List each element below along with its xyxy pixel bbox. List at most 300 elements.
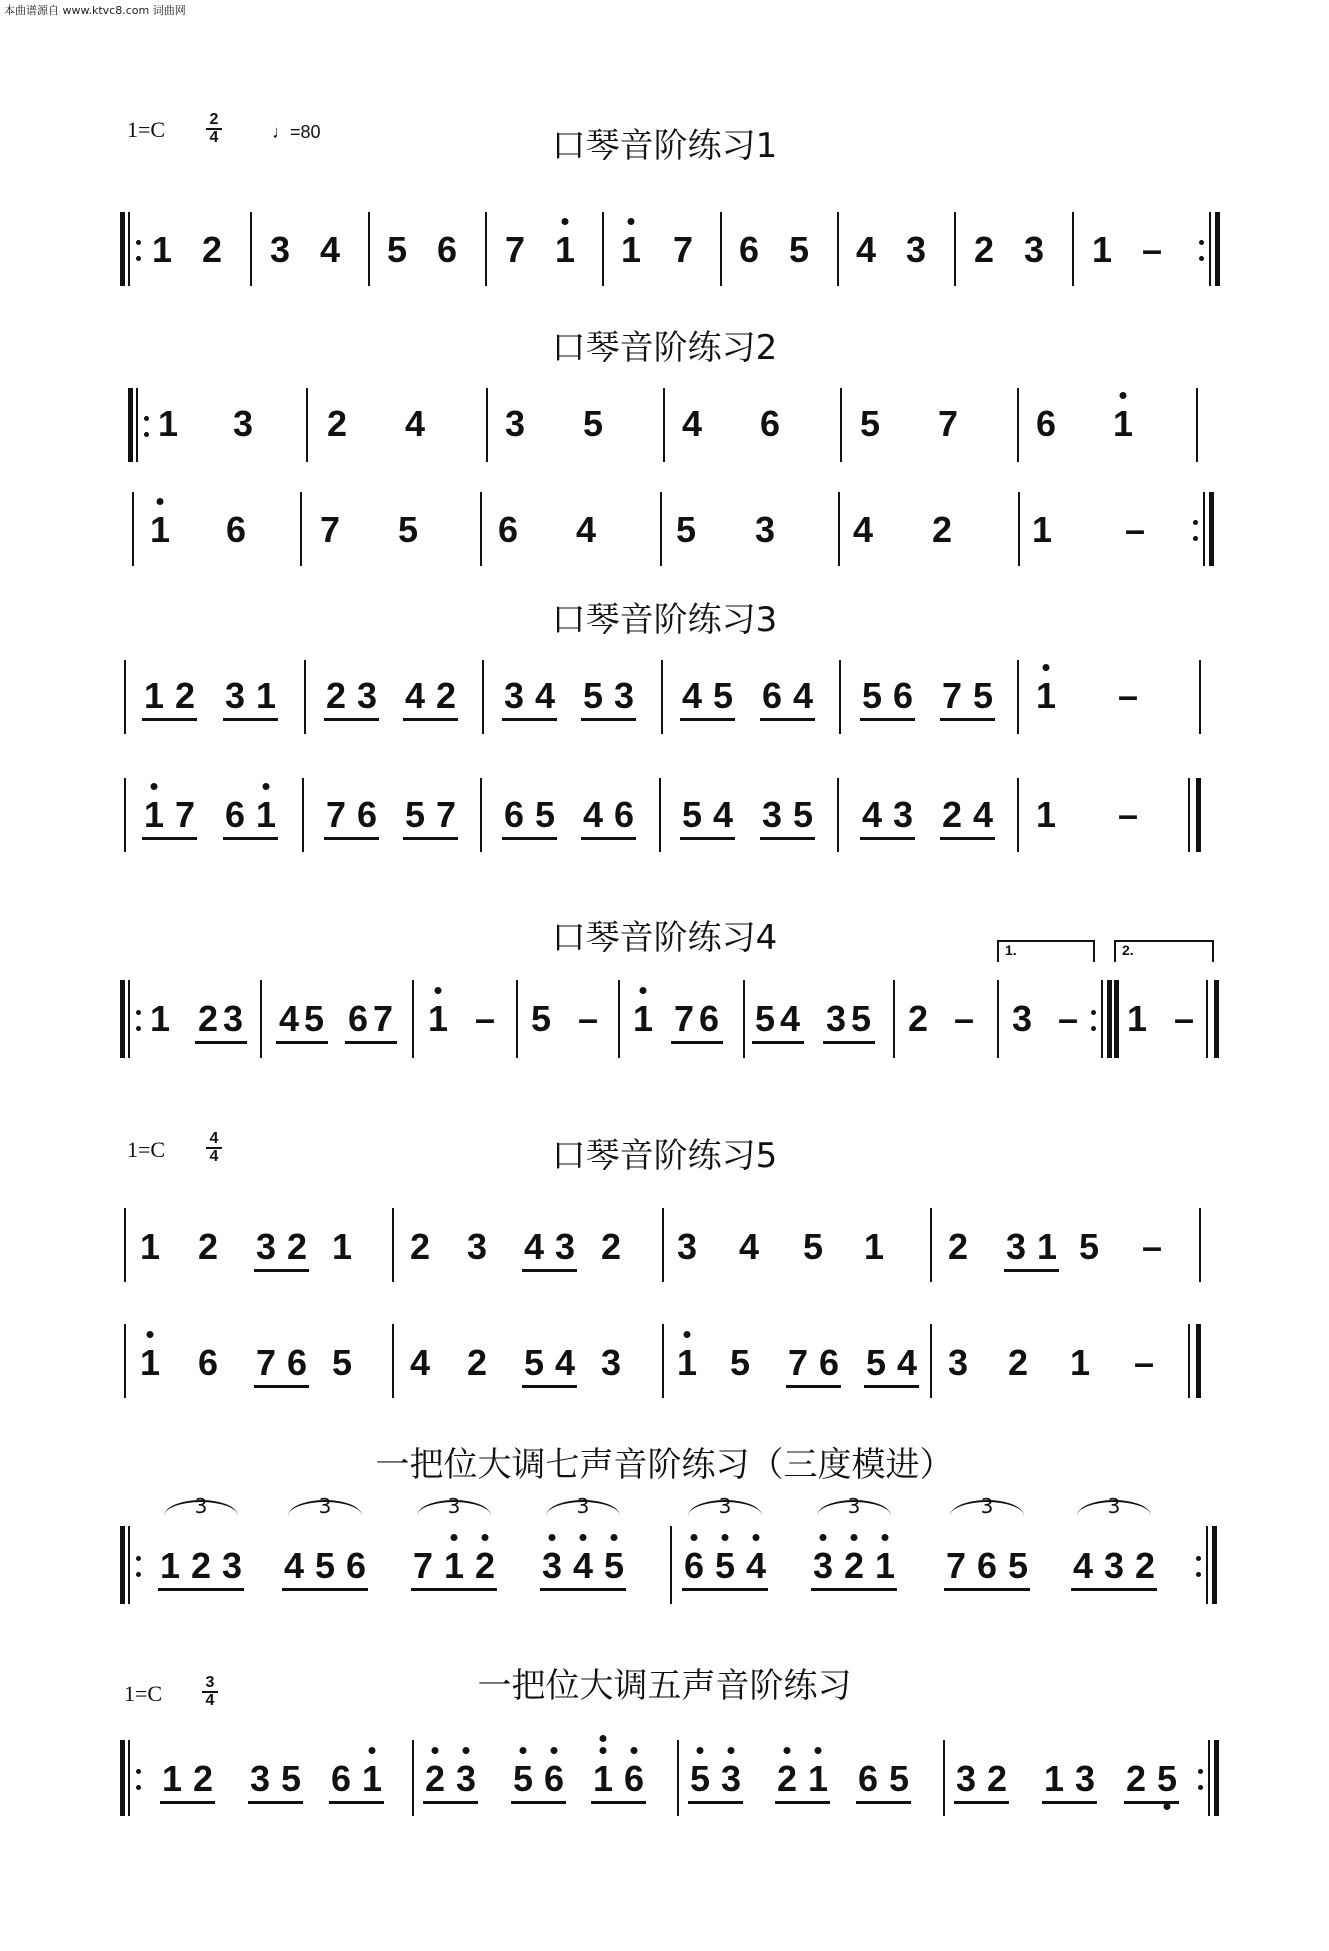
underline	[195, 1041, 247, 1044]
triplet-mark: 3	[318, 1494, 332, 1518]
underline	[581, 718, 636, 721]
underline	[811, 1588, 897, 1591]
high-octave-dot	[562, 218, 569, 225]
note: 7	[319, 509, 341, 550]
note: 5	[712, 675, 734, 716]
note: 1	[1112, 403, 1134, 444]
note: 3	[1103, 1545, 1125, 1586]
triplet-arc	[817, 1500, 891, 1516]
underline	[142, 837, 197, 840]
note: 2	[1007, 1342, 1029, 1383]
note: 6	[330, 1758, 352, 1799]
underline	[752, 1041, 804, 1044]
underline	[940, 718, 995, 721]
note: 5	[859, 403, 881, 444]
barline	[662, 1324, 664, 1398]
high-octave-dot	[684, 1331, 691, 1338]
key-signature: 1=C	[127, 1137, 166, 1162]
note: 5	[280, 1758, 302, 1799]
note: 5	[972, 675, 994, 716]
note: 3	[541, 1545, 563, 1586]
barline	[132, 492, 134, 566]
barline	[1212, 1526, 1217, 1604]
note: 4	[681, 675, 703, 716]
high-octave-dot	[600, 1747, 607, 1754]
time-signature: 4 4	[205, 1131, 223, 1165]
note: 4	[404, 675, 426, 716]
barline	[1199, 1208, 1201, 1282]
note: 2	[941, 794, 963, 835]
underline	[682, 1588, 768, 1591]
note: 5	[1007, 1545, 1029, 1586]
note: 6	[698, 998, 720, 1039]
key-signature: 1=C	[124, 1681, 163, 1706]
barline	[1188, 1324, 1190, 1398]
note: 4	[855, 229, 877, 270]
note: 5	[802, 1226, 824, 1267]
note: 1	[331, 1226, 353, 1267]
note: 6	[436, 229, 458, 270]
underline	[823, 1041, 875, 1044]
underline	[786, 1385, 841, 1388]
barline	[943, 1740, 945, 1816]
note: 4	[523, 1226, 545, 1267]
note: 3	[1074, 1758, 1096, 1799]
note: 5	[861, 675, 883, 716]
note: 3	[812, 1545, 834, 1586]
note: 3	[504, 403, 526, 444]
exercise-title-5: 口琴音阶练习5	[551, 1136, 778, 1176]
note: 3	[269, 229, 291, 270]
barline	[120, 1526, 125, 1604]
underline	[403, 837, 458, 840]
barline	[893, 980, 895, 1058]
barline	[480, 778, 482, 852]
note: 4	[712, 794, 734, 835]
note: 2	[947, 1226, 969, 1267]
underline	[403, 718, 458, 721]
note: 1	[807, 1758, 829, 1799]
note: 2	[190, 1545, 212, 1586]
barline	[1199, 660, 1201, 734]
barline	[1215, 212, 1220, 286]
note: 4	[896, 1342, 918, 1383]
barline	[997, 980, 999, 1058]
underline	[540, 1588, 626, 1591]
barline	[837, 778, 839, 852]
barline	[128, 388, 133, 462]
barline	[124, 1324, 126, 1398]
barline	[720, 212, 722, 286]
low-octave-dot	[1164, 1803, 1171, 1810]
note: 2	[197, 1226, 219, 1267]
high-octave-dot	[784, 1747, 791, 1754]
note: 5	[404, 794, 426, 835]
barline	[1017, 388, 1019, 462]
barline	[840, 388, 842, 462]
high-octave-dot	[482, 1534, 489, 1541]
triplet-mark: 3	[847, 1494, 861, 1518]
note: 1	[874, 1545, 896, 1586]
high-octave-dot	[580, 1534, 587, 1541]
note: 3	[1011, 998, 1033, 1039]
note: 7	[325, 794, 347, 835]
underline	[248, 1801, 303, 1804]
note: 5	[523, 1342, 545, 1383]
note: 4	[572, 1545, 594, 1586]
underline	[158, 1588, 244, 1591]
triplet-arc	[546, 1500, 620, 1516]
note: 5	[689, 1758, 711, 1799]
note: 1	[554, 229, 576, 270]
exercise-title-1: 口琴音阶练习1	[551, 126, 778, 166]
exercise-title-4: 口琴音阶练习4	[551, 918, 778, 958]
barline	[660, 492, 662, 566]
note: 5	[792, 794, 814, 835]
note: 5	[314, 1545, 336, 1586]
barline	[839, 660, 841, 734]
exercise-title-2: 口琴音阶练习2	[551, 328, 778, 368]
barline	[1209, 212, 1211, 286]
barline	[1196, 388, 1198, 462]
barline	[128, 1740, 130, 1816]
triplet-arc	[1077, 1500, 1151, 1516]
underline	[860, 837, 915, 840]
note: 1	[1036, 1226, 1058, 1267]
note: 1	[620, 229, 642, 270]
note: 6	[286, 1342, 308, 1383]
barline	[124, 778, 126, 852]
note: 3	[221, 1545, 243, 1586]
note: 5	[675, 509, 697, 550]
note: 1	[149, 998, 171, 1039]
triplet-arc	[950, 1500, 1024, 1516]
barline	[930, 1324, 932, 1398]
high-octave-dot	[882, 1534, 889, 1541]
barline	[1196, 1324, 1201, 1398]
barline	[930, 1208, 932, 1282]
note: 4	[534, 675, 556, 716]
note: 2	[931, 509, 953, 550]
high-octave-dot	[369, 1747, 376, 1754]
sustain-dash: –	[474, 998, 496, 1039]
barline	[128, 1526, 130, 1604]
note: 6	[347, 998, 369, 1039]
barline	[602, 212, 604, 286]
note: 4	[1072, 1545, 1094, 1586]
note: 5	[512, 1758, 534, 1799]
note: 1	[143, 675, 165, 716]
barline	[954, 212, 956, 286]
note: 2	[1125, 1758, 1147, 1799]
barline	[1114, 980, 1119, 1058]
triplet-mark: 3	[980, 1494, 994, 1518]
note: 7	[672, 229, 694, 270]
exercise-title-7: 一把位大调五声音阶练习	[477, 1666, 852, 1706]
note: 6	[892, 675, 914, 716]
underline	[502, 718, 557, 721]
note: 2	[325, 675, 347, 716]
barline	[516, 980, 518, 1058]
note: 4	[409, 1342, 431, 1383]
high-octave-dot	[691, 1534, 698, 1541]
note: 3	[222, 998, 244, 1039]
sustain-dash: –	[577, 998, 599, 1039]
barline	[1206, 980, 1208, 1058]
underline	[954, 1801, 1009, 1804]
note: 6	[623, 1758, 645, 1799]
note: 7	[435, 794, 457, 835]
note: 4	[738, 1226, 760, 1267]
volta-bracket-2: 2.	[1114, 940, 1214, 962]
note: 1	[863, 1226, 885, 1267]
barline	[120, 212, 125, 286]
underline	[324, 837, 379, 840]
key-signature: 1=C	[127, 117, 166, 142]
underline	[522, 1269, 577, 1272]
high-octave-dot	[551, 1747, 558, 1754]
underline	[860, 718, 915, 721]
barline	[120, 980, 125, 1058]
note: 1	[151, 229, 173, 270]
underline	[864, 1385, 919, 1388]
underline	[502, 837, 557, 840]
barline	[618, 980, 620, 1058]
sustain-dash: –	[1117, 675, 1139, 716]
note: 3	[955, 1758, 977, 1799]
high-octave-dot	[432, 1747, 439, 1754]
note: 5	[582, 403, 604, 444]
sustain-dash: –	[1117, 794, 1139, 835]
barline	[1203, 492, 1205, 566]
note: 6	[738, 229, 760, 270]
exercise-title-3: 口琴音阶练习3	[551, 600, 778, 640]
barline	[124, 660, 126, 734]
note: 4	[972, 794, 994, 835]
note: 4	[861, 794, 883, 835]
note: 6	[356, 794, 378, 835]
note: 4	[681, 403, 703, 444]
barline	[1214, 980, 1219, 1058]
note: 4	[792, 675, 814, 716]
triplet-mark: 3	[194, 1494, 208, 1518]
barline	[1214, 1740, 1219, 1816]
barline	[128, 980, 130, 1058]
sustain-dash: –	[1141, 1226, 1163, 1267]
sustain-dash: –	[1141, 229, 1163, 270]
note: 4	[404, 403, 426, 444]
note: 1	[443, 1545, 465, 1586]
note: 7	[412, 1545, 434, 1586]
high-octave-dot	[463, 1747, 470, 1754]
barline	[1209, 492, 1214, 566]
note: 2	[435, 675, 457, 716]
note: 2	[907, 998, 929, 1039]
note: 1	[159, 1545, 181, 1586]
note: 5	[386, 229, 408, 270]
barline	[1017, 660, 1019, 734]
note: 5	[729, 1342, 751, 1383]
note: 4	[575, 509, 597, 550]
note: 1	[143, 794, 165, 835]
note: 3	[825, 998, 847, 1039]
barline	[670, 1526, 672, 1604]
note: 2	[776, 1758, 798, 1799]
high-octave-dot	[611, 1534, 618, 1541]
triplet-mark: 3	[447, 1494, 461, 1518]
note: 1	[157, 403, 179, 444]
underline	[160, 1801, 215, 1804]
sustain-dash: –	[1124, 509, 1146, 550]
underline	[680, 837, 735, 840]
barline	[661, 660, 663, 734]
note: 5	[397, 509, 419, 550]
high-octave-dot	[1120, 392, 1127, 399]
barline	[128, 212, 130, 286]
note: 7	[937, 403, 959, 444]
underline	[511, 1801, 566, 1804]
note: 1	[632, 998, 654, 1039]
note: 7	[787, 1342, 809, 1383]
high-octave-dot	[631, 1747, 638, 1754]
high-octave-dot	[263, 783, 270, 790]
note: 6	[543, 1758, 565, 1799]
high-octave-dot	[451, 1534, 458, 1541]
barline	[250, 212, 252, 286]
note: 4	[745, 1545, 767, 1586]
underline	[254, 1385, 309, 1388]
triplet-arc	[164, 1500, 238, 1516]
note: 3	[356, 675, 378, 716]
barline	[124, 1208, 126, 1282]
note: 1	[1035, 794, 1057, 835]
note: 2	[197, 998, 219, 1039]
note: 1	[139, 1226, 161, 1267]
note: 2	[424, 1758, 446, 1799]
barline	[304, 660, 306, 734]
barline	[392, 1208, 394, 1282]
watermark: 本曲谱源自 www.ktvc8.com 词曲网	[4, 4, 186, 17]
note: 2	[286, 1226, 308, 1267]
underline	[223, 718, 278, 721]
volta-bracket-1: 1.	[997, 940, 1095, 962]
note: 1	[1069, 1342, 1091, 1383]
note: 2	[474, 1545, 496, 1586]
note: 2	[192, 1758, 214, 1799]
barline	[662, 1208, 664, 1282]
high-octave-dot	[820, 1534, 827, 1541]
barline	[743, 980, 745, 1058]
note: 1	[139, 1342, 161, 1383]
note: 4	[582, 794, 604, 835]
note: 5	[603, 1545, 625, 1586]
barline	[1196, 778, 1201, 852]
triplet-arc	[417, 1500, 491, 1516]
note: 5	[530, 998, 552, 1039]
note: 2	[600, 1226, 622, 1267]
underline	[282, 1588, 368, 1591]
barline	[486, 388, 488, 462]
underline	[324, 718, 379, 721]
sustain-dash: –	[953, 998, 975, 1039]
note: 2	[1134, 1545, 1156, 1586]
sustain-dash: –	[1173, 998, 1195, 1039]
high-octave-dot	[1043, 664, 1050, 671]
high-octave-dot	[697, 1747, 704, 1754]
underline	[423, 1801, 478, 1804]
underline	[254, 1269, 309, 1272]
note: 1	[1091, 229, 1113, 270]
note: 3	[232, 403, 254, 444]
high-octave-dot	[815, 1747, 822, 1754]
note: 7	[372, 998, 394, 1039]
note: 6	[225, 509, 247, 550]
note: 1	[149, 509, 171, 550]
barline	[136, 388, 138, 462]
underline	[329, 1801, 384, 1804]
barline	[120, 1740, 125, 1816]
high-octave-dot	[520, 1747, 527, 1754]
note: 5	[865, 1342, 887, 1383]
note: 3	[249, 1758, 271, 1799]
note: 3	[1023, 229, 1045, 270]
barline	[412, 980, 414, 1058]
barline	[1206, 1526, 1208, 1604]
note: 3	[761, 794, 783, 835]
underline	[142, 718, 197, 721]
underline	[411, 1588, 497, 1591]
barline	[412, 1740, 414, 1816]
note: 1	[1035, 675, 1057, 716]
underline	[1124, 1801, 1179, 1804]
note: 6	[759, 403, 781, 444]
note: 3	[613, 675, 635, 716]
underline	[688, 1801, 743, 1804]
barline	[1208, 1740, 1210, 1816]
barline	[392, 1324, 394, 1398]
barline	[368, 212, 370, 286]
triplet-mark: 3	[576, 1494, 590, 1518]
underline	[775, 1801, 830, 1804]
high-octave-dot	[640, 987, 647, 994]
note: 3	[754, 509, 776, 550]
underline	[591, 1801, 646, 1804]
note: 2	[466, 1342, 488, 1383]
underline	[223, 837, 278, 840]
note: 3	[947, 1342, 969, 1383]
note: 6	[613, 794, 635, 835]
barline	[306, 388, 308, 462]
underline	[760, 718, 815, 721]
note: 1	[676, 1342, 698, 1383]
note: 3	[892, 794, 914, 835]
note: 2	[326, 403, 348, 444]
barline	[1017, 778, 1019, 852]
note: 3	[600, 1342, 622, 1383]
note: 7	[174, 794, 196, 835]
note: 1	[255, 794, 277, 835]
note: 6	[224, 794, 246, 835]
barline	[1188, 778, 1190, 852]
barline	[1018, 492, 1020, 566]
note: 1	[1126, 998, 1148, 1039]
note: 1	[161, 1758, 183, 1799]
note: 5	[754, 998, 776, 1039]
note: 3	[224, 675, 246, 716]
note: 1	[1043, 1758, 1065, 1799]
underline	[944, 1588, 1030, 1591]
note: 4	[319, 229, 341, 270]
